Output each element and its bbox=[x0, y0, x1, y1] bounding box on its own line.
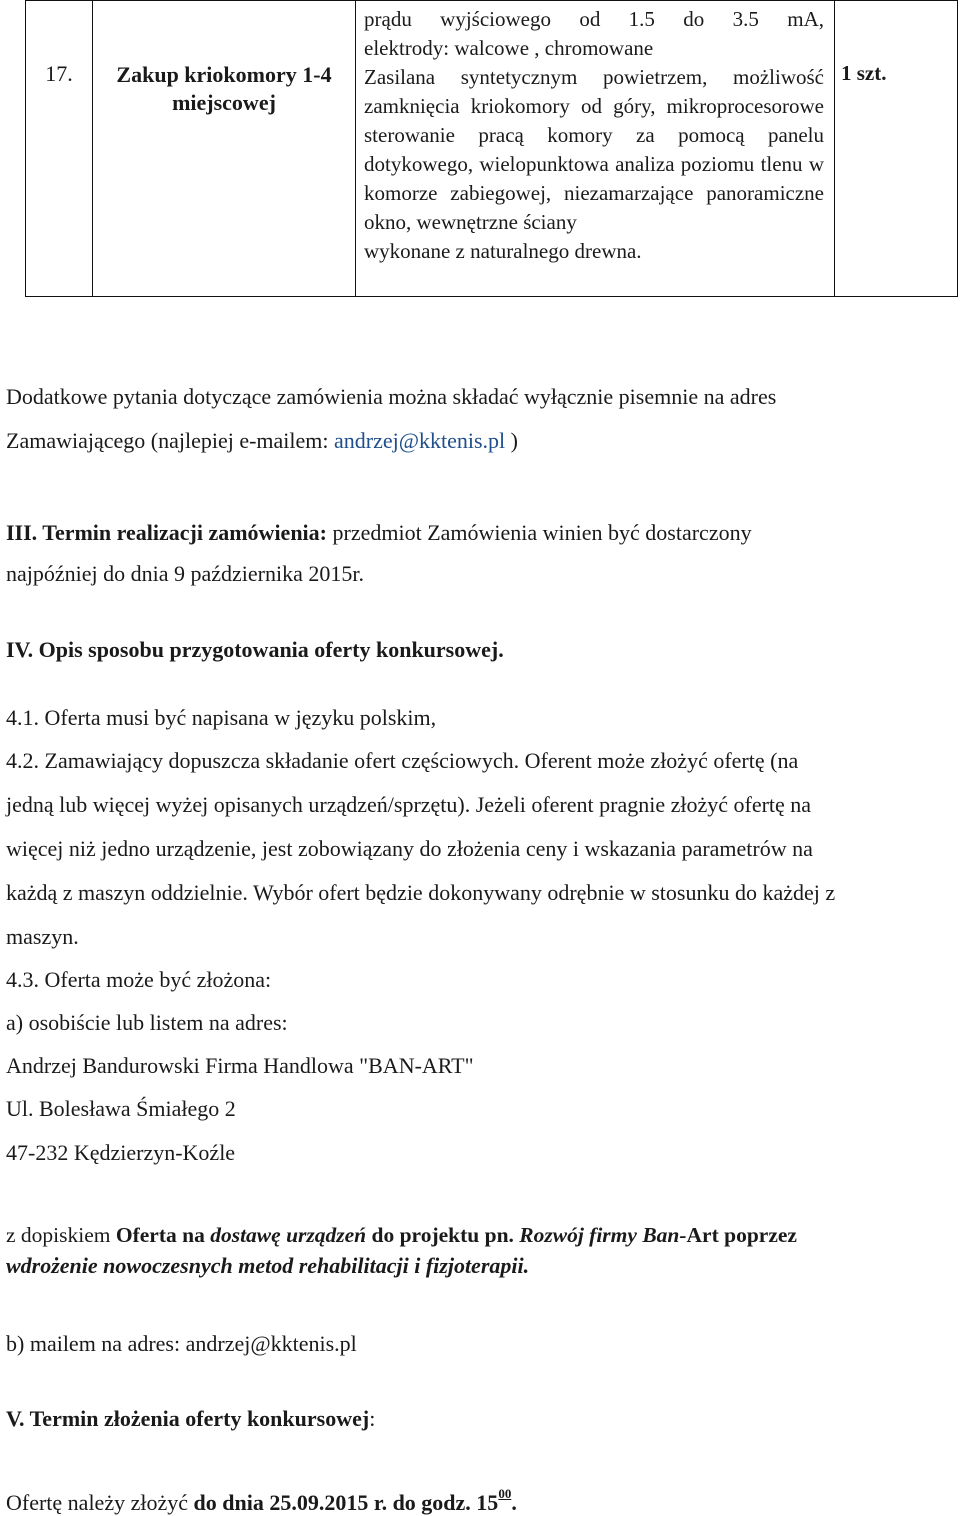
row-number: 17. bbox=[26, 1, 93, 297]
address-line2: Ul. Bolesława Śmiałego 2 bbox=[6, 1096, 236, 1121]
deadline-end: . bbox=[511, 1490, 517, 1515]
paragraph-4-2-line5: maszyn. bbox=[6, 924, 79, 949]
table-row bbox=[26, 1, 958, 297]
spec-table bbox=[25, 0, 958, 297]
deadline-prefix: Ofertę należy złożyć bbox=[6, 1490, 194, 1515]
deadline-bold: do dnia 25.09.2015 r. do godz. 15 bbox=[193, 1490, 499, 1515]
desc-main: Zasilana syntetycznym powietrzem, możliwość zamknięcia kriokomory od góry, mikroprocesorowe sterowanie pracą komory za pomocą panelu dotykowego, wielopunktowa analiza poziomu tlenu w komorze zabiegowej, niezamarzające panoramiczne okno, wewnętrzne ściany bbox=[364, 65, 824, 234]
section4-heading: IV. Opis sposobu przygotowania oferty konkursowej. bbox=[6, 637, 504, 662]
item-quantity: 1 szt. bbox=[835, 1, 958, 297]
paragraph-4-2-line4: każdą z maszyn oddzielnie. Wybór ofert będzie dokonywany odrębnie w stosunku do każdej z bbox=[6, 880, 836, 905]
deadline-line bbox=[6, 1486, 517, 1516]
desc-top: prądu wyjściowego od 1.5 do 3.5 mA, bbox=[364, 7, 824, 31]
questions-prefix: Zamawiającego (najlepiej e-mailem: bbox=[6, 428, 335, 453]
paragraph-4-2-line2: jedną lub więcej wyżej opisanych urządzeń/sprzętu). Jeżeli oferent pragnie złożyć ofertę na bbox=[6, 792, 812, 817]
note-prefix: z dopiskiem bbox=[6, 1223, 116, 1247]
paragraph-4-1: 4.1. Oferta musi być napisana w języku polskim, bbox=[6, 705, 437, 730]
email-link[interactable]: andrzej@kktenis.pl bbox=[334, 428, 506, 453]
item-name: Zakup kriokomory 1-4 miejscowej bbox=[93, 1, 356, 297]
section3-heading: III. Termin realizacji zamówienia: bbox=[6, 520, 327, 545]
desc-top2: elektrody: walcowe , chromowane bbox=[364, 36, 654, 60]
note-bold2: do projektu pn. bbox=[366, 1223, 520, 1247]
questions-line2 bbox=[6, 428, 518, 454]
section3-line1 bbox=[6, 520, 752, 546]
note-bold1: Oferta na bbox=[115, 1223, 211, 1247]
questions-line1: Dodatkowe pytania dotyczące zamówienia można składać wyłącznie pisemnie na adres bbox=[6, 384, 777, 409]
note-line2: wdrożenie nowoczesnych metod rehabilitacji i fizjoterapii. bbox=[6, 1253, 530, 1278]
item-description bbox=[356, 1, 835, 297]
section3-text1: przedmiot Zamówienia winien być dostarczony bbox=[327, 520, 752, 545]
paragraph-4-2-line3: więcej niż jedno urządzenie, jest zobowiązany do złożenia ceny i wskazania parametrów na bbox=[6, 836, 813, 861]
address-line3: 47-232 Kędzierzyn-Koźle bbox=[6, 1140, 236, 1165]
note-line1 bbox=[6, 1223, 797, 1248]
section5-colon: : bbox=[369, 1406, 376, 1431]
note-bolditalic1: dostawę urządzeń bbox=[210, 1223, 367, 1247]
paragraph-4-2-line1: 4.2. Zamawiający dopuszcza składanie ofert częściowych. Oferent może złożyć ofertę (na bbox=[6, 748, 799, 773]
option-b-label: b) mailem na adres: andrzej@kktenis.pl bbox=[6, 1331, 357, 1356]
desc-last: wykonane z naturalnego drewna. bbox=[364, 239, 642, 263]
note-bolditalic2: Rozwój firmy Ban- bbox=[519, 1223, 687, 1247]
note-bold3: Art poprzez bbox=[686, 1223, 797, 1247]
deadline-minutes: 00 bbox=[498, 1486, 512, 1501]
section5-heading: V. Termin złożenia oferty konkursowej bbox=[6, 1406, 370, 1431]
section3-line2: najpóźniej do dnia 9 października 2015r. bbox=[6, 561, 364, 586]
paragraph-4-3: 4.3. Oferta może być złożona: bbox=[6, 967, 272, 992]
section5-heading-line bbox=[6, 1406, 375, 1432]
questions-suffix: ) bbox=[505, 428, 518, 453]
option-a-label: a) osobiście lub listem na adres: bbox=[6, 1010, 288, 1035]
address-line1: Andrzej Bandurowski Firma Handlowa "BAN-ART" bbox=[6, 1053, 474, 1078]
